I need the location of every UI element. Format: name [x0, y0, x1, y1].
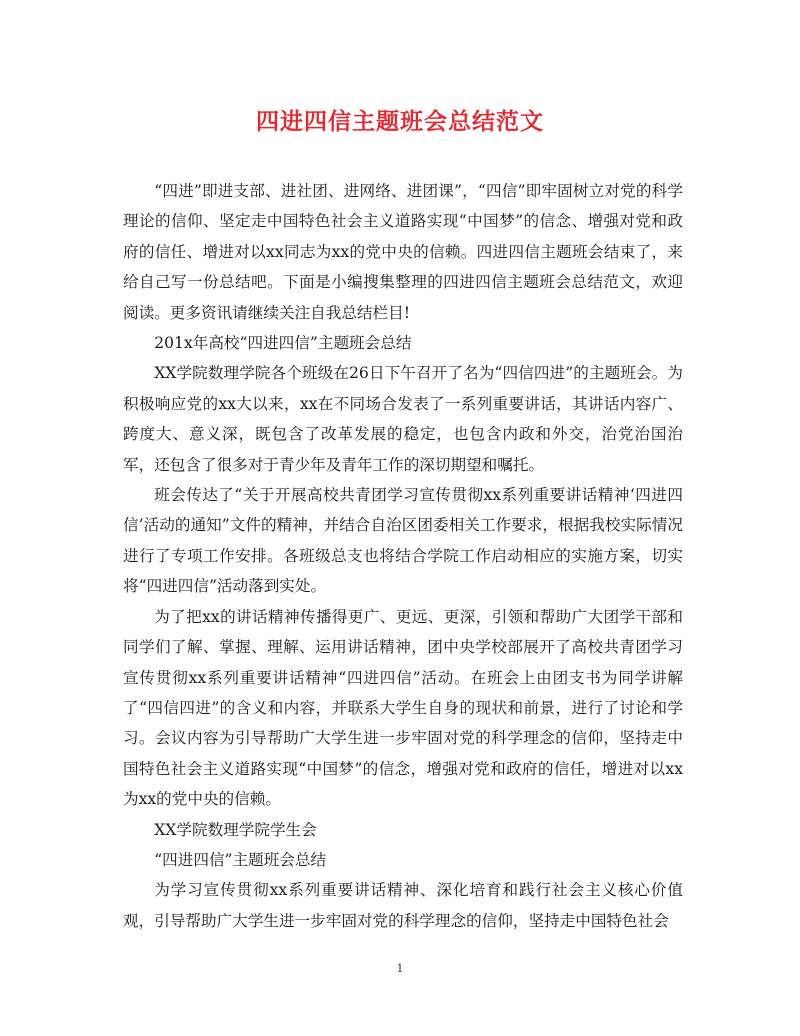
paragraph-intro: “四进”即进支部、进社团、进网络、进团课”，“四信”即牢固树立对党的科学理论的信仰、坚定走中国特色社会主义道路实现“中国梦”的信念、增强对党和政府的信任、增进对以xx同志为xx的党中央的信赖。四进四信主题班会结束了，来给自己写一份总结吧。下面是小编搜集整理的四进四信主题班会总结范文，欢迎阅读。更多资讯请继续关注自我总结栏目!	[123, 182, 683, 322]
paragraph-study: 为学习宣传贯彻xx系列重要讲话精神、深化培育和践行社会主义核心价值观，引导帮助广大学生进一步牢固对党的科学理念的信仰，坚持走中国特色社会	[123, 881, 683, 930]
document-title: 四进四信主题班会总结范文	[256, 108, 544, 135]
signature-student-union: XX学院数理学院学生会	[154, 820, 317, 839]
page-number: 1	[396, 962, 404, 975]
document-body	[123, 176, 683, 936]
paragraph-spirit: 为了把xx的讲话精神传播得更广、更远、更深，引领和帮助广大团学干部和同学们了解、掌握、理解、运用讲话精神，团中央学校部展开了高校共青团学习宣传贯彻xx系列重要讲话精神“四进四信”活动。在班会上由团支书为同学讲解了“四信四进”的含义和内容，并联系大学生自身的现状和前景，进行了讨论和学习。会议内容为引导帮助广大学生进一步牢固对党的科学理念的信仰，坚持走中国特色社会主义道路实现“中国梦”的信念，增强对党和政府的信任，增进对以xx为xx的党中央的信赖。	[123, 607, 683, 809]
paragraph-notice: 班会传达了“关于开展高校共青团学习宣传贯彻xx系列重要讲话精神‘四进四信’活动的通知”文件的精神，并结合自治区团委相关工作要求，根据我校实际情况进行了专项工作安排。各班级总支也将结合学院工作启动相应的实施方案，切实将“四进四信”活动落到实处。	[123, 486, 683, 596]
section-heading-summary: “四进四信”主题班会总结	[154, 850, 327, 869]
section-heading-2015: 201x年高校“四进四信”主题班会总结	[154, 334, 412, 353]
paragraph-class-meeting: XX学院数理学院各个班级在26日下午召开了名为“四信四进”的主题班会。为积极响应党的xx大以来，xx在不同场合发表了一系列重要讲话，其讲话内容广、跨度大、意义深，既包含了改革发展的稳定，也包含内政和外交，治党治国治军，还包含了很多对于青少年及青年工作的深切期望和嘱托。	[123, 364, 683, 474]
